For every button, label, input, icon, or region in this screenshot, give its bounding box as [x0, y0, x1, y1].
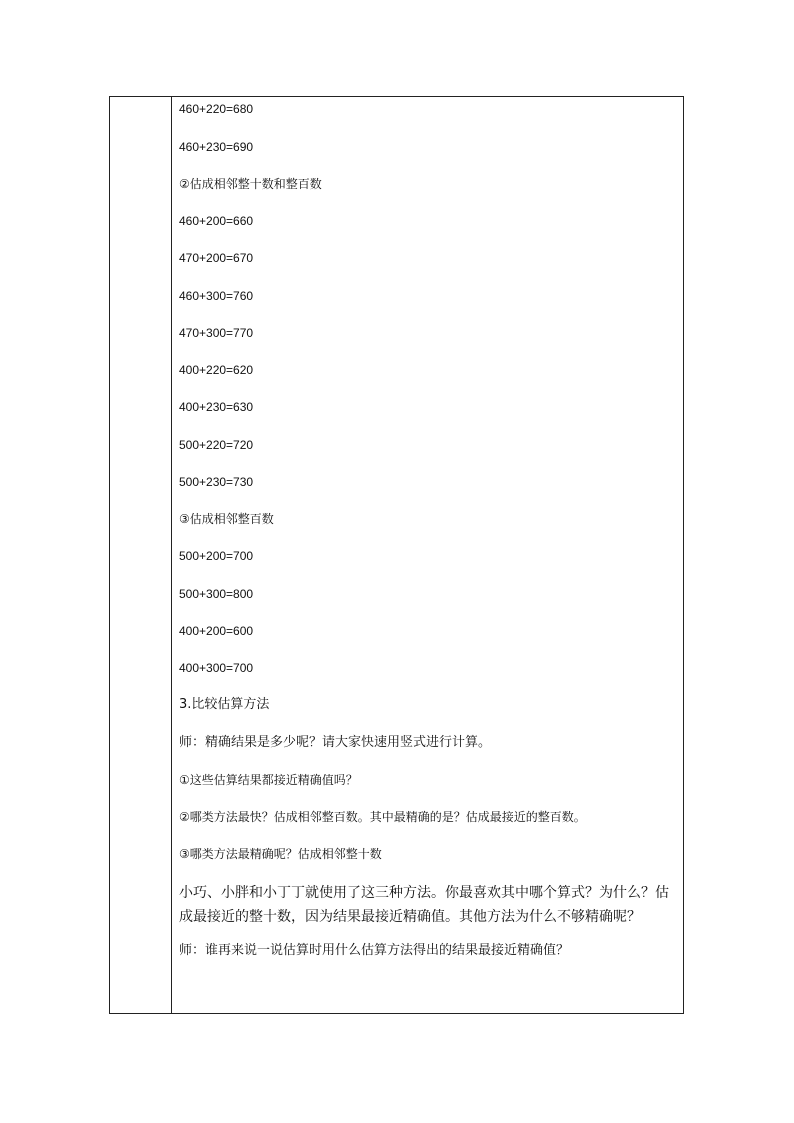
equation-line: 470+300=770	[179, 326, 254, 340]
table-left-column	[110, 97, 172, 1013]
equation-line: 500+300=800	[179, 587, 254, 601]
equation-line: 460+220=680	[179, 102, 254, 116]
section-heading: ③估成相邻整百数	[179, 512, 274, 526]
equation-line: 460+200=660	[179, 214, 254, 228]
section-heading: ②估成相邻整十数和整百数	[179, 177, 322, 191]
discussion-paragraph: 小巧、小胖和小丁丁就使用了这三种方法。你最喜欢其中哪个算式？为什么？估成最接近的整十数，因为结果最接近精确值。其他方法为什么不够精确呢？	[179, 885, 669, 925]
document-table	[109, 96, 684, 1014]
question-line: ②哪类方法最快？估成相邻整百数。其中最精确的是？估成最接近的整百数。	[179, 810, 586, 824]
equation-line: 500+220=720	[179, 438, 254, 452]
equation-line: 500+200=700	[179, 549, 254, 563]
equation-line: 500+230=730	[179, 475, 254, 489]
equation-line: 460+230=690	[179, 140, 254, 154]
teacher-line: 师：谁再来说一说估算时用什么估算方法得出的结果最接近精确值？	[179, 943, 570, 958]
question-line: ③哪类方法最精确呢？估成相邻整十数	[179, 847, 382, 861]
equation-line: 470+200=670	[179, 251, 254, 265]
equation-line: 460+300=760	[179, 289, 254, 303]
equation-line: 400+230=630	[179, 400, 254, 414]
equation-line: 400+220=620	[179, 363, 254, 377]
section-title: 3.比较估算方法	[179, 697, 270, 712]
question-line: ①这些估算结果都接近精确值吗？	[179, 773, 358, 787]
equation-line: 400+300=700	[179, 661, 254, 675]
teacher-line: 师：精确结果是多少呢？请大家快速用竖式进行计算。	[179, 735, 492, 750]
equation-line: 400+200=600	[179, 624, 254, 638]
